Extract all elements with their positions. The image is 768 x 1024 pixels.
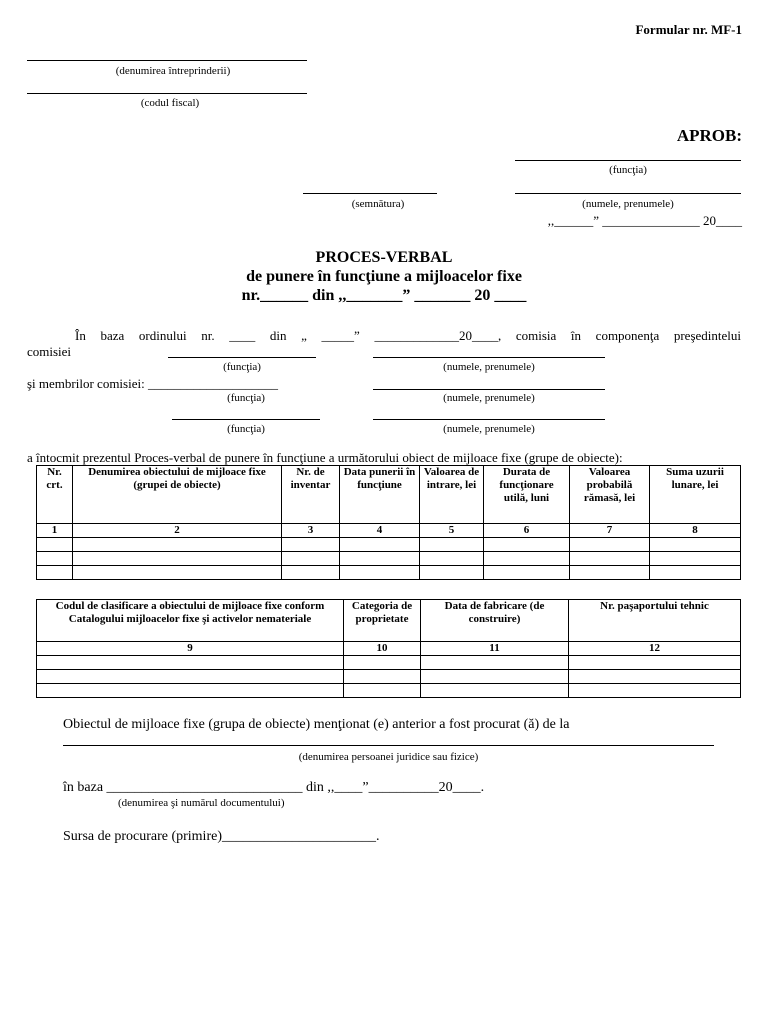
column-number: 2	[73, 524, 282, 538]
member1-name-line[interactable]	[373, 389, 605, 390]
table-cell[interactable]	[420, 552, 484, 566]
header-classification-code: Codul de clasificare a obiectului de mijloace fixe conform Catalogului mijloacelor fixe şi activelor nemateriale	[37, 600, 344, 642]
enterprise-name-line[interactable]	[27, 60, 307, 61]
supplier-entity-caption: (denumirea persoanei juridice sau fizice)	[298, 751, 479, 763]
assets-table-number-row	[37, 524, 741, 538]
member2-function-line[interactable]	[172, 419, 320, 420]
column-number: 6	[484, 524, 570, 538]
table-cell[interactable]	[344, 684, 421, 698]
header-useful-life: Durata de funcţionare utilă, luni	[484, 466, 570, 524]
header-property-category: Categoria de proprietate	[344, 600, 421, 642]
document-basis-caption: (denumirea şi numărul documentului)	[118, 797, 285, 809]
approver-function-caption: (funcţia)	[609, 164, 647, 176]
approver-name-caption: (numele, prenumele)	[582, 198, 674, 210]
member2-function-caption: (funcţia)	[227, 423, 265, 435]
classification-table	[36, 599, 741, 698]
table-cell[interactable]	[484, 566, 570, 580]
header-manufacture-date: Data de fabricare (de construire)	[421, 600, 569, 642]
acquisition-source-field[interactable]: Sursa de procurare (primire)______________________.	[63, 829, 380, 844]
president-name-caption: (numele, prenumele)	[443, 361, 535, 373]
table-cell[interactable]	[569, 656, 741, 670]
table-cell[interactable]	[344, 670, 421, 684]
table-cell[interactable]	[569, 670, 741, 684]
column-number: 5	[420, 524, 484, 538]
column-number: 4	[340, 524, 420, 538]
table-row[interactable]	[37, 566, 741, 580]
table-cell[interactable]	[73, 538, 282, 552]
table-cell[interactable]	[37, 684, 344, 698]
column-number: 9	[37, 642, 344, 656]
column-number: 3	[282, 524, 340, 538]
table-cell[interactable]	[37, 670, 344, 684]
supplier-entity-line[interactable]	[63, 745, 714, 746]
header-nr-crt: Nr. crt.	[37, 466, 73, 524]
table-cell[interactable]	[340, 566, 420, 580]
approver-name-line[interactable]	[515, 193, 741, 194]
table-cell[interactable]	[569, 684, 741, 698]
table-cell[interactable]	[37, 566, 73, 580]
column-number: 1	[37, 524, 73, 538]
table-cell[interactable]	[420, 566, 484, 580]
table-cell[interactable]	[421, 670, 569, 684]
members-label[interactable]: şi membrilor comisiei: ____________________	[27, 376, 278, 391]
header-monthly-depreciation: Suma uzurii lunare, lei	[650, 466, 741, 524]
table-cell[interactable]	[73, 552, 282, 566]
approver-signature-line[interactable]	[303, 193, 437, 194]
document-title: PROCES-VERBAL	[315, 249, 453, 266]
commission-intro: În baza ordinului nr. ____ din „ _____” _____________20____, comisia în componenţa preşedintelui	[75, 328, 741, 343]
table-cell[interactable]	[421, 684, 569, 698]
table-cell[interactable]	[340, 538, 420, 552]
table-cell[interactable]	[37, 552, 73, 566]
table-cell[interactable]	[650, 538, 741, 552]
table-cell[interactable]	[282, 566, 340, 580]
table-cell[interactable]	[570, 538, 650, 552]
enterprise-name-caption: (denumirea întreprinderii)	[115, 65, 231, 77]
approval-date-field[interactable]: ,,______” _______________ 20____	[547, 213, 742, 228]
approver-signature-caption: (semnătura)	[351, 198, 405, 210]
table-row[interactable]	[37, 538, 741, 552]
table-row[interactable]	[37, 684, 741, 698]
table-cell[interactable]	[73, 566, 282, 580]
member1-function-caption: (funcţia)	[227, 392, 265, 404]
table-cell[interactable]	[37, 538, 73, 552]
column-number: 8	[650, 524, 741, 538]
president-label: comisiei	[27, 344, 72, 359]
acquisition-text: Obiectul de mijloace fixe (grupa de obiecte) menţionat (e) anterior a fost procurat (ă) de la	[63, 717, 570, 732]
header-commissioning-date: Data punerii în funcţiune	[340, 466, 420, 524]
approval-title: APROB:	[676, 126, 742, 145]
header-entry-value: Valoarea de intrare, lei	[420, 466, 484, 524]
classification-table-number-row	[37, 642, 741, 656]
classification-table-header-row	[37, 600, 741, 642]
table-cell[interactable]	[344, 656, 421, 670]
document-subtitle: de punere în funcţiune a mijloacelor fixe	[246, 268, 522, 285]
table-row[interactable]	[37, 552, 741, 566]
table-cell[interactable]	[650, 552, 741, 566]
table-cell[interactable]	[421, 656, 569, 670]
table-cell[interactable]	[570, 552, 650, 566]
table-cell[interactable]	[570, 566, 650, 580]
member2-name-caption: (numele, prenumele)	[443, 423, 535, 435]
table-cell[interactable]	[37, 656, 344, 670]
fiscal-code-line[interactable]	[27, 93, 307, 94]
president-function-caption: (funcţia)	[223, 361, 261, 373]
table-cell[interactable]	[484, 538, 570, 552]
president-name-line[interactable]	[373, 357, 605, 358]
document-number-line[interactable]: nr.______ din ,,_______” _______ 20 ____	[241, 287, 527, 304]
header-technical-passport: Nr. paşaportului tehnic	[569, 600, 741, 642]
table-cell[interactable]	[282, 538, 340, 552]
approver-function-line[interactable]	[515, 160, 741, 161]
assets-table-header-row	[37, 466, 741, 524]
president-function-line[interactable]	[168, 357, 316, 358]
header-residual-value: Valoarea probabilă rămasă, lei	[570, 466, 650, 524]
statement-text: a întocmit prezentul Proces-verbal de punere în funcţiune a următorului obiect de mijloace fixe (grupe de obiecte):	[27, 450, 623, 465]
assets-table	[36, 465, 741, 580]
fiscal-code-caption: (codul fiscal)	[140, 97, 200, 109]
member2-name-line[interactable]	[373, 419, 605, 420]
column-number: 12	[569, 642, 741, 656]
table-cell[interactable]	[340, 552, 420, 566]
column-number: 11	[421, 642, 569, 656]
header-inventory-nr: Nr. de inventar	[282, 466, 340, 524]
table-cell[interactable]	[282, 552, 340, 566]
table-cell[interactable]	[484, 552, 570, 566]
table-row[interactable]	[37, 670, 741, 684]
column-number: 10	[344, 642, 421, 656]
column-number: 7	[570, 524, 650, 538]
document-basis-field[interactable]: în baza ____________________________ din ,,____”__________20____.	[63, 780, 485, 795]
table-cell[interactable]	[420, 538, 484, 552]
member1-name-caption: (numele, prenumele)	[443, 392, 535, 404]
table-cell[interactable]	[650, 566, 741, 580]
table-row[interactable]	[37, 656, 741, 670]
form-number: Formular nr. MF-1	[635, 22, 742, 37]
header-object-name: Denumirea obiectului de mijloace fixe (grupei de obiecte)	[73, 466, 282, 524]
